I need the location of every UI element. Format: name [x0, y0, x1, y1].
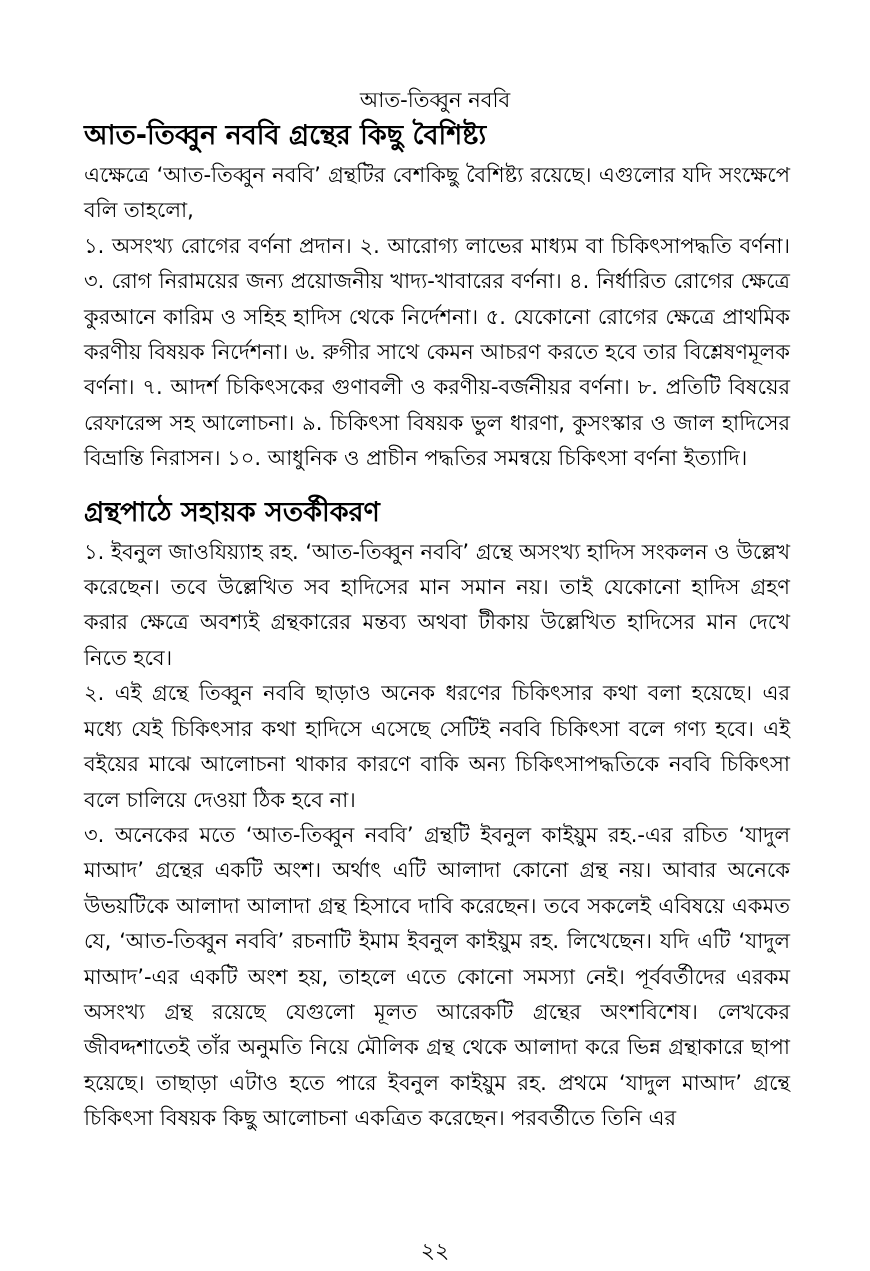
- warning-paragraph-3: ৩. অনেকের মতে ‘আত-তিব্বুন নববি’ গ্রন্থটি ইবনুল কাইয়ুম রহ.-এর রচিত ‘যাদুল মাআদ’ গ্রন্থের একটি অংশ। অর্থাৎ এটি আলাদা কোনো গ্রন্থ নয়। আবার অনেকে উভয়টিকে আলাদা আলাদা গ্রন্থ হিসাবে দাবি করেছেন। তবে সকলেই এবিষয়ে একমত যে, ‘আত-তিব্বুন নববি’ রচনাটি ইমাম ইবনুল কাইয়ুম রহ. লিখেছেন। যদি এটি ‘যাদুল মাআদ’-এর একটি অংশ হয়, তাহলে এতে কোনো সমস্যা নেই। পূর্ববর্তীদের এরকম অসংখ্য গ্রন্থ রয়েছে যেগুলো মূলত আরেকটি গ্রন্থের অংশবিশেষ। লেখকের জীবদ্দশাতেই তাঁর অনুমতি নিয়ে মৌলিক গ্রন্থ থেকে আলাদা করে ভিন্ন গ্রন্থাকারে ছাপা হয়েছে। তাছাড়া এটাও হতে পারে ইবনুল কাইয়ুম রহ. প্রথমে ‘যাদুল মাআদ’ গ্রন্থে চিকিৎসা বিষয়ক কিছু আলোচনা একত্রিত করেছেন। পরবর্তীতে তিনি এর: [84, 822, 790, 1131]
- page-body: [84, 114, 790, 1137]
- section-heading-features: আত-তিব্বুন নববি গ্রন্থের কিছু বৈশিষ্ট্য: [84, 120, 487, 151]
- section-heading-warnings: গ্রন্থপাঠে সহায়ক সতর্কীকরণ: [84, 496, 380, 528]
- warning-paragraph-2: ২. এই গ্রন্থে তিব্বুন নববি ছাড়াও অনেক ধরণের চিকিৎসার কথা বলা হয়েছে। এর মধ্যে যেই চিকিৎসার কথা হাদিসে এসেছে সেটিই নববি চিকিৎসা বলে গণ্য হবে। এই বইয়ের মাঝে আলোচনা থাকার কারণে বাকি অন্য চিকিৎসাপদ্ধতিকে নববি চিকিৎসা বলে চালিয়ে দেওয়া ঠিক হবে না।: [84, 681, 790, 812]
- running-header: আত-তিব্বুন নববি: [359, 88, 511, 112]
- features-intro-paragraph: এক্ষেত্রে ‘আত-তিব্বুন নববি’ গ্রন্থটির বেশকিছু বৈশিষ্ট্য রয়েছে। এগুলোর যদি সংক্ষেপে বলি তাহলো,: [84, 163, 790, 223]
- features-list-paragraph: ১. অসংখ্য রোগের বর্ণনা প্রদান। ২. আরোগ্য লাভের মাধ্যম বা চিকিৎসাপদ্ধতি বর্ণনা। ৩. রোগ নিরাময়ের জন্য প্রয়োজনীয় খাদ্য-খাবারের বর্ণনা। ৪. নির্ধারিত রোগের ক্ষেত্রে কুরআনে কারিম ও সহিহ হাদিস থেকে নির্দেশনা। ৫. যেকোনো রোগের ক্ষেত্রে প্রাথমিক করণীয় বিষয়ক নির্দেশনা। ৬. রুগীর সাথে কেমন আচরণ করতে হবে তার বিশ্লেষণমূলক বর্ণনা। ৭. আদর্শ চিকিৎসকের গুণাবলী ও করণীয়-বর্জনীয়র বর্ণনা। ৮. প্রতিটি বিষয়ের রেফারেন্স সহ আলোচনা। ৯. চিকিৎসা বিষয়ক ভুল ধারণা, কুসংস্কার ও জাল হাদিসের বিভ্রান্তি নিরাসন। ১০. আধুনিক ও প্রাচীন পদ্ধতির সমন্বয়ে চিকিৎসা বর্ণনা ইত্যাদি।: [84, 233, 790, 471]
- page-number: ২২: [420, 1239, 450, 1264]
- warning-paragraph-1: ১. ইবনুল জাওযিয়্যাহ রহ. ‘আত-তিব্বুন নববি’ গ্রন্থে অসংখ্য হাদিস সংকলন ও উল্লেখ করেছেন। তবে উল্লেখিত সব হাদিসের মান সমান নয়। তাই যেকোনো হাদিস গ্রহণ করার ক্ষেত্রে অবশ্যই গ্রন্থকারের মন্তব্য অথবা টীকায় উল্লেখিত হাদিসের মান দেখে নিতে হবে।: [84, 539, 790, 670]
